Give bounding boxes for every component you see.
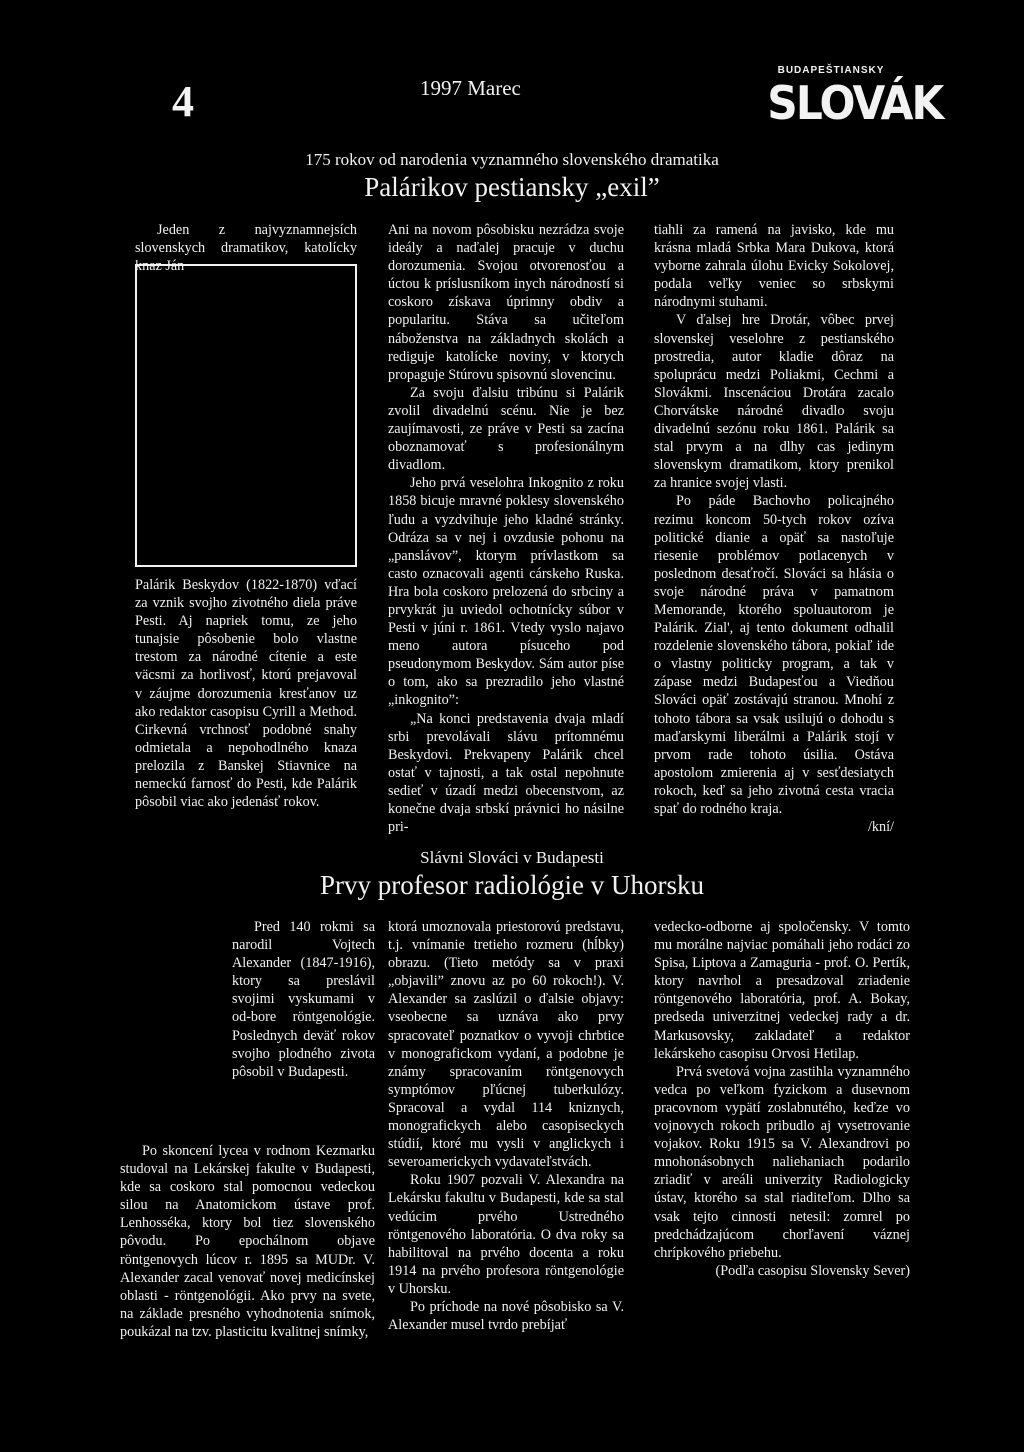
article2-source: (Podľa casopisu Slovensky Sever) (715, 1262, 910, 1279)
article1-col2-para-4: „Na konci predstavenia dvaja mladí srbi prevolávali slávu prítomnému Beskydovi. Prekvapeny Palárik chcel ostať v tajnosti, a tak ostal nepohnute sedieť v úzadí medzi obecenstvom, az konečne dvaja srbskí právnici ho násilne pri- (388, 710, 624, 836)
page-number: 4 (172, 77, 194, 126)
article1-intro-text: Jeden z najvyznamnejsích slovenskych dramatikov, katolícky knaz Ján (135, 222, 357, 275)
article1-kicker: 175 rokov od narodenia vyznamného slovenského dramatika (305, 150, 719, 169)
article1-signoff: /kní/ (867, 819, 894, 836)
article2-col3-para-1: vedecko-odborne aj spoločensky. V tomto mu morálne najviac pomáhali jeho rodáci zo Spisa, Liptova a Zamaguria - prof. O. Pertík, ktory navrhol a presadzoval zriadenie röntgenového laboratória, prof. A. Bokay, predseda univerzitnej vedeckej rady a dr. Markusovsky, zakladateľ a redaktor lekárskeho casopisu Orvosi Hetilap. (654, 919, 910, 1062)
article1-col3-para-3: Po páde Bachovho policajného rezimu koncom 50-tych rokov ozíva politické dianie a opäť sa nastoľuje riesenie problémov potlacenych v poslednom desaťročí. Slováci sa hlásia o svoje národné práva v pamatnom Memorande, ktorého spoluautorom je Palárik. Zial', aj tento dokument odhalil rozdelenie slovenského tábora, pokiaľ ide o vlastny politicky program, a tak v zápase medzi Budapesťou a Viedňou Slováci opäť zostávajú stranou. Mnohí z tohoto tábora sa vsak usilujú o dohodu s maďarskymi liberálmi a Palárik stojí v prvom rade tohoto úsilia. Ostáva apostolom zmierenia aj v sesťdesiatych rokoch, keď sa jeho zivotná cesta vracia spať do rodného kraja. (654, 493, 894, 817)
article2-col3-para-2: Prvá svetová vojna zastihla vyznamného vedca po veľkom fyzickom a dusevnom pracovnom vypätí zoslabnutého, keďze vo vojnovych rokoch pribudlo aj vysetrovanie vojakov. Roku 1915 sa V. Alexandrovi po mnohonásobnych naliehaniach podarilo zriadiť v areáli univerzity Radiologicky ústav, ktorého sa stal riaditeľom. Dlho sa vsak tejto cinnosti netesil: zomrel po predchádzajúcom chorľavení váznej chrípkového priebehu. (654, 1063, 910, 1261)
article1-col1-text: Palárik Beskydov (1822-1870) vďací za vznik svojho zivotného diela práve Pesti. Aj napriek tomu, ze jeho tunajsie pôsobenie bolo vlastne trestom za národné cítenie a este väcsmi za horlivosť, ktorú prejavoval v záujme dorozumenia kresťanov uz ako redaktor casopisu Cyrill a Method. Cirkevná vrchnosť podobné snahy odmietala a nepohodlného knaza prelozila z Banskej Stiavnice na nemeckú farnosť do Pesti, kde Palárik pôsobil viac ako jedenásť rokov. (135, 577, 357, 811)
article2-kicker: Slávni Slováci v Budapesti (420, 848, 604, 867)
article2-title: Prvy profesor radiológie v Uhorsku (320, 870, 704, 900)
article2-column-3 (654, 918, 910, 1280)
article1-title: Palárikov pestiansky „exil” (364, 172, 660, 202)
article2-col2-para-2: Roku 1907 pozvali V. Alexandra na Lekársku fakultu v Budapesti, kde sa stal vedúcim prvého Ustredného röntgenového laboratória. O dva roky sa habilitoval na prvého docenta a roku 1914 na prvého profesora röntgenológie v Uhorsku. (388, 1172, 624, 1297)
issue-date: 1997 Marec (420, 76, 521, 100)
article2-column-2 (388, 918, 624, 1334)
article2-col2-para-1: ktorá umoznovala priestorovú predstavu, t.j. vnímanie tretieho rozmeru (hĺbky) obrazu. (Tieto metódy sa v praxi „objavili” znovu az po 60 rokoch!). V. Alexander sa zaslúzil o ďalsie objavy: vseobecne sa uznáva ako prvy spracovateľ poznatkov o vyvoji chrbtice v monografickom vydaní, a podobne je známy spracovaním röntgenovych symptómov pľúcnej tuberkulózy. Spracoval a vydal 114 kniznych, monografickych alebo casopiseckych stúdií, ktoré mu vysli v anglickych i severoamerickych vydavateľstvách. (388, 919, 624, 1171)
masthead-subtitle: BUDAPEŠTIANSKY (777, 65, 885, 76)
article1-col3-para-1: tiahli za ramená na javisko, kde mu krásna mladá Srbka Mara Dukova, ktorá vyborne zahrala úlohu Evicky Sokolovej, podala veľky veniec so srbskymi národnymi stuhami. (654, 222, 894, 311)
article1-col3-para-2: V ďalsej hre Drotár, vôbec prvej slovenskej veselohre z pestianského prostredia, autor kladie dôraz na spoluprácu medzi Poliakmi, Cechmi a Slovákmi. Inscenáciou Drotára zacalo Chorvátske národné divadlo svoju divadelnú sezónu roku 1861. Palárik sa stal prvym a na dlhy cas jedinym slovenskym dramatikom, ktory prenikol za hranice svojej vlasti. (654, 312, 894, 492)
masthead-logo: SLOVÁK (767, 76, 943, 130)
article2-col1-text: Po skoncení lycea v rodnom Kezmarku studoval na Lekárskej fakulte v Budapesti, kde sa coskoro stal pomocnou vedeckou silou na Anatomickom ústave prof. Lenhosséka, ktory bol tiez slovenského pôvodu. Po epochálnom objave röntgenovych lúcov r. 1895 sa MUDr. V. Alexander zacal venovať novej medicínskej oblasti - röntgenológii. Ako prvy na svete, na základe presného vyhodnotenia snímok, poukázal na tzv. plasticitu kvalitnej snímky, (120, 1143, 375, 1340)
article2-intro (232, 918, 375, 1081)
article1-column-3 (654, 221, 894, 836)
photo-placeholder (135, 264, 357, 567)
article2-col2-para-3: Po príchode na nové pôsobisko sa V. Alexander musel tvrdo prebíjať (388, 1298, 624, 1334)
article2-intro-text: Pred 140 rokmi sa narodil Vojtech Alexander (1847-1916), ktory sa preslávil svojimi vyskumami v od-bore röntgenológie. Poslednych deväť rokov svojho plodného zivota pôsobil v Budapesti. (232, 919, 375, 1080)
article2-column-1 (120, 1142, 375, 1341)
article1-col2-para-3: Jeho prvá veselohra Inkognito z roku 1858 bicuje mravné poklesy slovenského ľudu a vyzdvihuje jeho kladné stránky. Odráza sa v nej i ovzdusie pohonu na „panslávov”, ktorym prívlastkom sa casto oznacovali agenti cárskeho Ruska. Hra bola coskoro prelozená do srbciny a prvykrát ju uviedol ochotnícky súbor v Pesti v júni r. 1861. Vtedy vyslo najavo meno autora písuceho pod pseudonymom Beskydov. Sám autor píse o tom, ako sa prezradilo jeho vlastné „inkognito”: (388, 475, 624, 709)
article1-col2-para-1: Ani na novom pôsobisku nezrádza svoje ideály a naďalej pracuje v duchu dorozumenia. Svojou otvorenosťou a úctou k príslusníkom inych národností si coskoro získava úprimny obdiv a popularitu. Stáva sa učiteľom náboženstva na základnych skolách a rediguje katolícke noviny, v ktorych propaguje Stúrovu spisovnú slovencinu. (388, 222, 624, 383)
article1-column-2 (388, 221, 624, 836)
article1-column-1 (135, 576, 357, 811)
article1-col2-para-2: Za svoju ďalsiu tribúnu si Palárik zvolil divadelnú scénu. Nie je bez zaujímavosti, ze práve v Pesti sa zacína oboznamovať s profesionálnym divadlom. (388, 384, 624, 474)
